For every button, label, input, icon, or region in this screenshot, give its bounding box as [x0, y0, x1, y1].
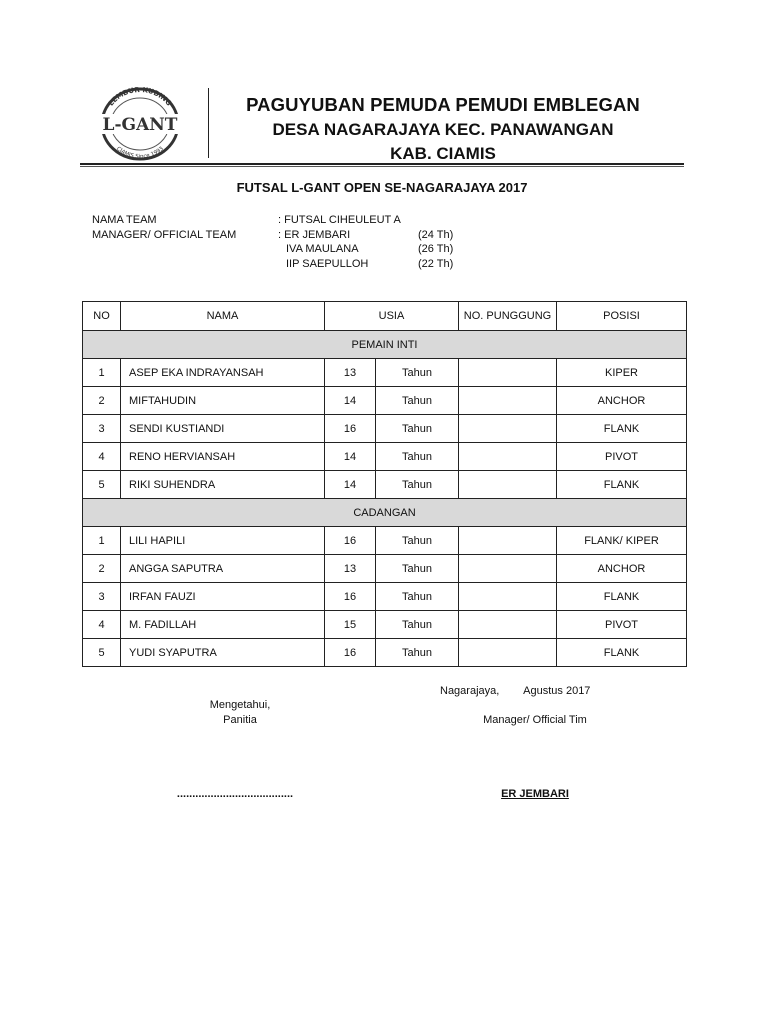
cell-jersey-number — [459, 415, 557, 443]
col-header-usia: USIA — [325, 302, 459, 331]
cell-position: PIVOT — [557, 443, 687, 471]
header-rule — [80, 163, 684, 165]
col-header-nama: NAMA — [121, 302, 325, 331]
cell-age: 14 — [325, 471, 376, 499]
cell-jersey-number — [459, 527, 557, 555]
manager-name-3: IIP SAEPULLOH — [286, 258, 369, 270]
cell-age: 14 — [325, 443, 376, 471]
cell-position: FLANK/ KIPER — [557, 527, 687, 555]
cell-no: 5 — [83, 639, 121, 667]
section-row — [83, 331, 687, 359]
cell-age-unit: Tahun — [376, 471, 459, 499]
table-row — [83, 387, 687, 415]
cell-age: 16 — [325, 527, 376, 555]
manager-signature-name: ER JEMBARI — [501, 788, 569, 800]
header-rule-thin — [80, 166, 684, 167]
team-label: NAMA TEAM — [92, 214, 157, 226]
cell-name: MIFTAHUDIN — [121, 387, 325, 415]
table-row — [83, 527, 687, 555]
cell-age-unit: Tahun — [376, 387, 459, 415]
svg-text:CIAMIS Since 1993 — [115, 146, 165, 160]
cell-position: FLANK — [557, 583, 687, 611]
cell-age-unit: Tahun — [376, 583, 459, 611]
table-row — [83, 443, 687, 471]
cell-age: 16 — [325, 639, 376, 667]
cell-name: ASEP EKA INDRAYANSAH — [121, 359, 325, 387]
logo-arc-bottom: CIAMIS Since 1993 — [115, 145, 165, 161]
section-title: CADANGAN — [83, 499, 687, 527]
cell-no: 2 — [83, 555, 121, 583]
cell-jersey-number — [459, 443, 557, 471]
header-divider — [208, 88, 209, 158]
manager-age-3: (22 Th) — [418, 258, 454, 270]
cell-position: ANCHOR — [557, 387, 687, 415]
letterhead — [216, 92, 670, 166]
col-header-posisi: POSISI — [557, 302, 687, 331]
table-row — [83, 611, 687, 639]
cell-no: 4 — [83, 443, 121, 471]
organization-logo — [92, 86, 188, 162]
org-name: PAGUYUBAN PEMUDA PEMUDI EMBLEGAN — [246, 94, 640, 115]
cell-no: 3 — [83, 415, 121, 443]
cell-age: 13 — [325, 359, 376, 387]
logo-main-text: L-GANT — [102, 115, 178, 135]
manager-name-2: IVA MAULANA — [286, 243, 359, 255]
cell-name: IRFAN FAUZI — [121, 583, 325, 611]
cell-age: 15 — [325, 611, 376, 639]
cell-name: SENDI KUSTIANDI — [121, 415, 325, 443]
table-row — [83, 583, 687, 611]
committee-label: Panitia — [223, 714, 257, 726]
table-row — [83, 639, 687, 667]
cell-age-unit: Tahun — [376, 415, 459, 443]
table-header-row — [83, 302, 687, 331]
acknowledged-label: Mengetahui, — [209, 699, 271, 711]
table-row — [83, 415, 687, 443]
cell-name: YUDI SYAPUTRA — [121, 639, 325, 667]
manager-label: MANAGER/ OFFICIAL TEAM — [92, 229, 237, 241]
cell-name: RIKI SUHENDRA — [121, 471, 325, 499]
event-title: FUTSAL L-GANT OPEN SE-NAGARAJAYA 2017 — [236, 180, 528, 195]
cell-jersey-number — [459, 611, 557, 639]
cell-name: LILI HAPILI — [121, 527, 325, 555]
cell-jersey-number — [459, 471, 557, 499]
org-regency: KAB. CIAMIS — [390, 144, 496, 163]
cell-jersey-number — [459, 555, 557, 583]
section-title: PEMAIN INTI — [83, 331, 687, 359]
cell-no: 5 — [83, 471, 121, 499]
cell-age: 14 — [325, 387, 376, 415]
roster-table — [82, 301, 687, 667]
committee-signature-line: ...................................... — [176, 788, 294, 800]
logo-arc-top: LEMBUR KUBING — [107, 86, 173, 108]
manager-role-label: Manager/ Official Tim — [483, 714, 587, 726]
col-header-no: NO — [83, 302, 121, 331]
section-row — [83, 499, 687, 527]
team-value: : FUTSAL CIHEULEUT A — [278, 214, 401, 226]
cell-position: PIVOT — [557, 611, 687, 639]
cell-jersey-number — [459, 359, 557, 387]
cell-age-unit: Tahun — [376, 527, 459, 555]
cell-no: 1 — [83, 527, 121, 555]
table-row — [83, 555, 687, 583]
cell-no: 3 — [83, 583, 121, 611]
cell-no: 1 — [83, 359, 121, 387]
cell-name: ANGGA SAPUTRA — [121, 555, 325, 583]
cell-name: M. FADILLAH — [121, 611, 325, 639]
manager-age-1: (24 Th) — [418, 229, 454, 241]
cell-age-unit: Tahun — [376, 443, 459, 471]
cell-age-unit: Tahun — [376, 555, 459, 583]
cell-name: RENO HERVIANSAH — [121, 443, 325, 471]
cell-position: FLANK — [557, 639, 687, 667]
cell-jersey-number — [459, 583, 557, 611]
cell-position: FLANK — [557, 471, 687, 499]
svg-text:LEMBUR KUBING — [107, 86, 173, 108]
table-row — [83, 471, 687, 499]
manager-name-1: : ER JEMBARI — [278, 229, 351, 241]
org-address: DESA NAGARAJAYA KEC. PANAWANGAN — [272, 120, 614, 139]
cell-jersey-number — [459, 387, 557, 415]
cell-jersey-number — [459, 639, 557, 667]
cell-age: 16 — [325, 415, 376, 443]
manager-age-2: (26 Th) — [418, 243, 454, 255]
place-date: Nagarajaya, Agustus 2017 — [440, 685, 591, 697]
cell-age: 13 — [325, 555, 376, 583]
cell-age-unit: Tahun — [376, 639, 459, 667]
cell-age-unit: Tahun — [376, 611, 459, 639]
cell-position: FLANK — [557, 415, 687, 443]
cell-position: ANCHOR — [557, 555, 687, 583]
col-header-punggung: NO. PUNGGUNG — [459, 302, 557, 331]
logo-emblem — [92, 86, 188, 162]
cell-age: 16 — [325, 583, 376, 611]
cell-no: 4 — [83, 611, 121, 639]
table-row — [83, 359, 687, 387]
cell-no: 2 — [83, 387, 121, 415]
cell-age-unit: Tahun — [376, 359, 459, 387]
cell-position: KIPER — [557, 359, 687, 387]
